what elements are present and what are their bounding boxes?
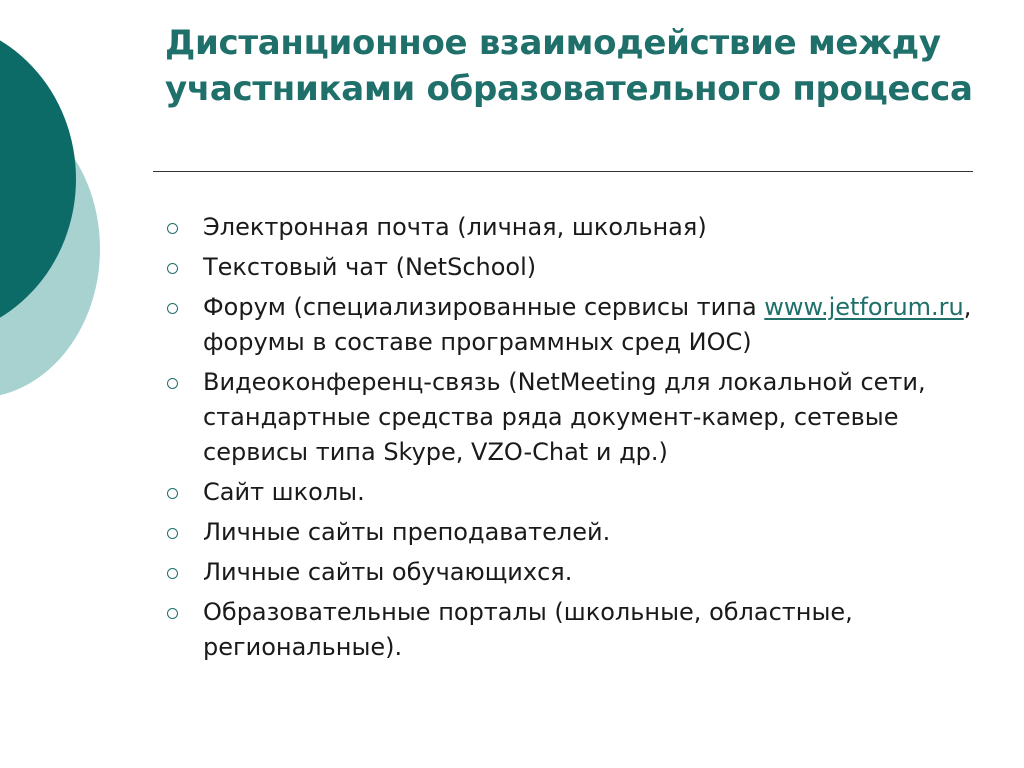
bullet-icon bbox=[167, 568, 178, 579]
jetforum-link[interactable]: www.jetforum.ru bbox=[764, 293, 964, 321]
bullet-icon bbox=[167, 488, 178, 499]
list-item-text: Личные сайты обучающихся. bbox=[203, 558, 573, 586]
bullet-icon bbox=[167, 528, 178, 539]
list-item-text-after-link: , форумы в составе программных сред ИОС) bbox=[203, 293, 972, 356]
list-item-text: Образовательные порталы (школьные, областные, региональные). bbox=[203, 598, 853, 661]
list-item bbox=[165, 595, 985, 665]
list-item-text: Сайт школы. bbox=[203, 478, 365, 506]
list-item bbox=[165, 250, 985, 285]
bullet-list bbox=[165, 210, 985, 670]
list-item-text: Текстовый чат (NetSchool) bbox=[203, 253, 537, 281]
bullet-icon bbox=[167, 223, 178, 234]
bullet-icon bbox=[167, 263, 178, 274]
list-item-text: Видеоконференц-связь (NetMeeting для локальной сети, стандартные средства ряда документ-камер, сетевые сервисы типа Skype, VZO-Chat и др.) bbox=[203, 368, 926, 466]
bullet-icon bbox=[167, 303, 178, 314]
list-item-text-before-link: Форум (специализированные сервисы типа bbox=[203, 293, 765, 321]
list-item bbox=[165, 365, 985, 470]
slide-title: Дистанционное взаимодействие между участниками образовательного процесса bbox=[165, 23, 973, 109]
bullet-icon bbox=[167, 378, 178, 389]
list-item bbox=[165, 210, 985, 245]
list-item-text: Личные сайты преподавателей. bbox=[203, 518, 611, 546]
list-item bbox=[165, 290, 985, 360]
bullet-icon bbox=[167, 608, 178, 619]
title-divider bbox=[153, 171, 973, 172]
list-item bbox=[165, 475, 985, 510]
list-item bbox=[165, 515, 985, 550]
list-item-text: Электронная почта (личная, школьная) bbox=[203, 213, 707, 241]
list-item bbox=[165, 555, 985, 590]
